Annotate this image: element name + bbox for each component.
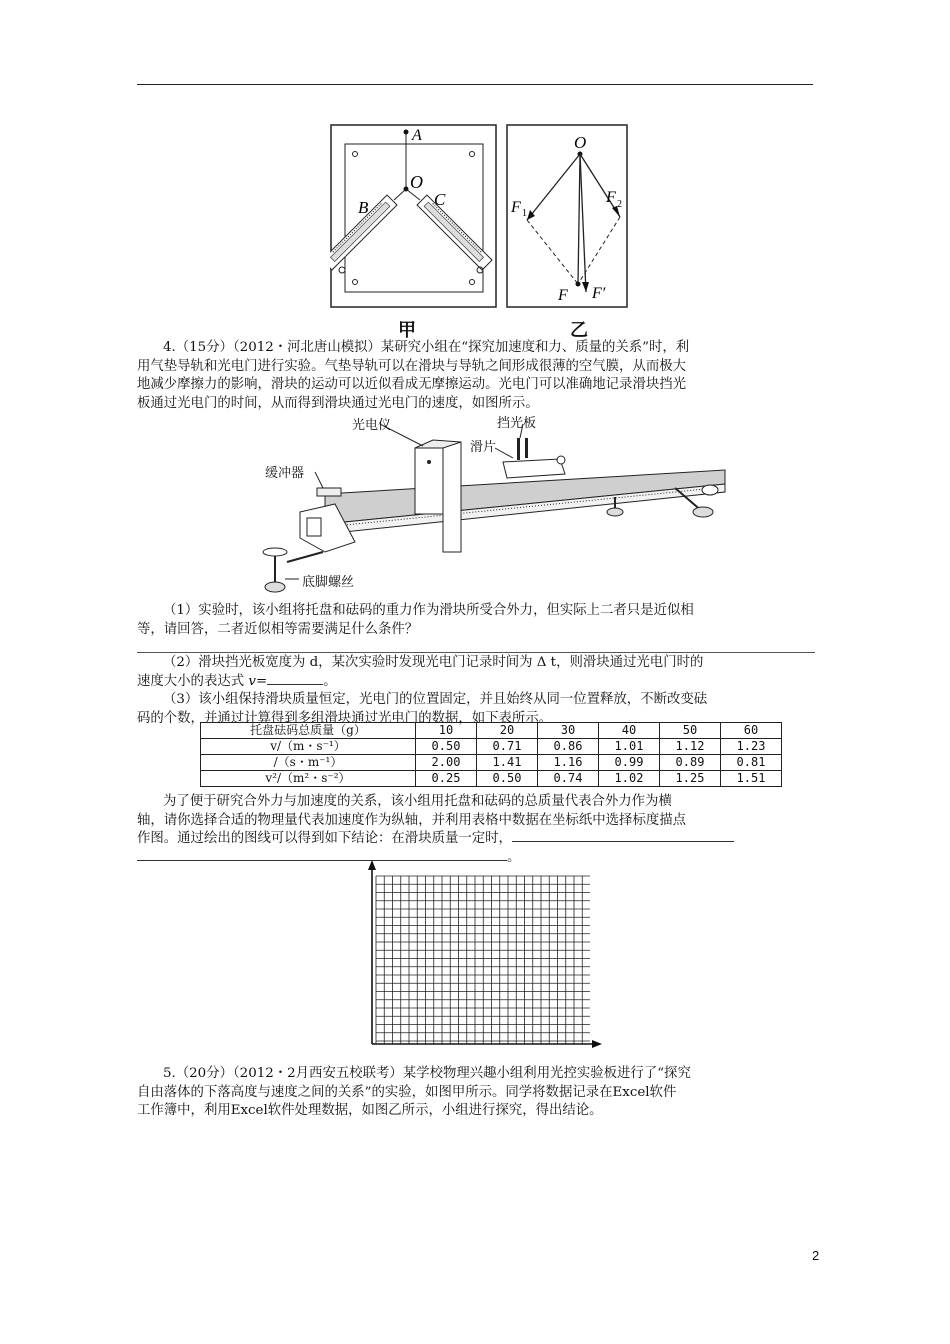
label-slider: 滑片 xyxy=(470,440,497,455)
table-cell: 1.02 xyxy=(599,771,660,787)
table-cell: 10 xyxy=(416,723,477,739)
table-row xyxy=(201,771,782,787)
point-o2-label: O xyxy=(574,133,587,152)
table-cell: 0.86 xyxy=(538,739,599,755)
table-cell: 0.81 xyxy=(721,755,782,771)
table-cell: 2.00 xyxy=(416,755,477,771)
label-screw: 底脚螺丝 xyxy=(302,575,355,590)
q4-part2-line: （2）滑块挡光板宽度为 d，某次实验时发现光电门记录时间为 Δ t，则滑块通过光电门时的 xyxy=(163,655,704,670)
answer-blank-v[interactable] xyxy=(267,684,323,685)
board-yi xyxy=(507,125,627,307)
table-cell: 1.41 xyxy=(477,755,538,771)
eq-sign: = xyxy=(255,673,268,689)
page-number: 2 xyxy=(812,1248,820,1263)
f1-label: F xyxy=(511,199,521,216)
table-cell: 0.71 xyxy=(477,739,538,755)
table-cell: 20 xyxy=(477,723,538,739)
q4-part1 xyxy=(137,602,817,639)
q4-intro-line: 用气垫导轨和光电门进行实验。气垫导轨可以在滑块与导轨之间形成很薄的空气膜，从而极大 xyxy=(137,358,687,374)
table-cell: 0.50 xyxy=(477,771,538,787)
row-label: v/（m・s⁻¹） xyxy=(201,739,416,755)
table-cell: 1.01 xyxy=(599,739,660,755)
data-table xyxy=(200,722,782,787)
f2-label: F xyxy=(606,189,616,206)
caption-yi: 乙 xyxy=(570,320,588,341)
answer-blank-conclusion[interactable] xyxy=(512,841,734,842)
period: 。 xyxy=(507,849,521,865)
label-buffer: 缓冲器 xyxy=(265,466,305,481)
q4-intro xyxy=(137,339,817,413)
q4-part3-line: （3）该小组保持滑块质量恒定，光电门的位置固定，并且始终从同一位置释放，不断改变砝 xyxy=(163,692,708,707)
row-label: v²/（m²・s⁻²） xyxy=(201,771,416,787)
q4-part2 xyxy=(137,654,817,691)
q4-after-line: 作图。通过绘出的图线可以得到如下结论：在滑块质量一定时， xyxy=(137,831,512,847)
period: 。 xyxy=(323,673,337,689)
table-row xyxy=(201,723,782,739)
table-row xyxy=(201,739,782,755)
caption-jia: 甲 xyxy=(398,320,416,341)
table-cell: 1.16 xyxy=(538,755,599,771)
point-a-label: A xyxy=(412,127,422,144)
table-cell: 30 xyxy=(538,723,599,739)
table-cell: 0.99 xyxy=(599,755,660,771)
label-shade-plate: 挡光板 xyxy=(497,416,537,431)
f2-sub: 2 xyxy=(617,199,622,210)
q4-part3-line: 码的个数，并通过计算得到多组滑块通过光电门的数据，如下表所示。 xyxy=(137,710,553,726)
table-cell: 60 xyxy=(721,723,782,739)
row-label: /（s・m⁻¹） xyxy=(201,755,416,771)
table-row xyxy=(201,755,782,771)
var-v: v xyxy=(248,673,256,689)
q5-text xyxy=(137,1065,817,1121)
board-jia xyxy=(330,125,496,307)
q4-after-line: 为了便于研究合外力与加速度的关系，该小组用托盘和砝码的总质量代表合外力作为横 xyxy=(163,794,672,809)
table-cell: 1.12 xyxy=(660,739,721,755)
q4-intro-line: 4.（15分）（2012・河北唐山模拟）某研究小组在“探究加速度和力、质量的关系”时，利 xyxy=(163,340,690,355)
f-label: F xyxy=(558,287,568,304)
q5-line: 5.（20分）（2012・2月西安五校联考）某学校物理兴趣小组利用光控实验板进行了“探究 xyxy=(163,1066,691,1081)
q5-line: 自由落体的下落高度与速度之间的关系”的实验，如图甲所示。同学将数据记录在Excel软件 xyxy=(137,1084,677,1100)
table-cell: 0.25 xyxy=(416,771,477,787)
q4-part1-line: （1）实验时，该小组将托盘和砝码的重力作为滑块所受合外力，但实际上二者只是近似相 xyxy=(163,603,694,618)
table-cell: 0.74 xyxy=(538,771,599,787)
table-cell: 1.25 xyxy=(660,771,721,787)
q4-after xyxy=(137,793,817,867)
q4-part2-text: 速度大小的表达式 xyxy=(137,673,249,689)
force-figure xyxy=(330,122,630,314)
graph-paper[interactable] xyxy=(362,860,602,1050)
fprime-label: F′ xyxy=(592,285,606,302)
q5-line: 工作簿中，利用Excel软件处理数据，如图乙所示，小组进行探究，得出结论。 xyxy=(137,1103,603,1119)
table-cell: 1.23 xyxy=(721,739,782,755)
header-rule xyxy=(137,84,813,85)
table-cell: 0.89 xyxy=(660,755,721,771)
f1-sub: 1 xyxy=(522,208,527,219)
q4-part1-line: 等，请回答，二者近似相等需要满足什么条件？ xyxy=(137,621,419,637)
q4-intro-line: 板通过光电门的时间，从而得到滑块通过光电门的速度，如图所示。 xyxy=(137,395,539,411)
point-b-label: B xyxy=(358,198,369,217)
q4-intro-line: 地减少摩擦力的影响，滑块的运动可以近似看成无摩擦运动。光电门可以准确地记录滑块挡光 xyxy=(137,377,687,393)
point-c-label: C xyxy=(434,190,446,209)
table-cell: 1.51 xyxy=(721,771,782,787)
q4-after-line: 轴，请你选择合适的物理量代表加速度作为纵轴，并利用表格中数据在坐标纸中选择标度描点 xyxy=(137,812,687,828)
answer-line-1 xyxy=(137,652,815,653)
label-photogate: 光电仪 xyxy=(352,418,392,433)
table-cell: 40 xyxy=(599,723,660,739)
table-cell: 0.50 xyxy=(416,739,477,755)
point-o-label: O xyxy=(410,172,423,192)
table-header: 托盘砝码总质量（g） xyxy=(201,723,416,739)
table-cell: 50 xyxy=(660,723,721,739)
